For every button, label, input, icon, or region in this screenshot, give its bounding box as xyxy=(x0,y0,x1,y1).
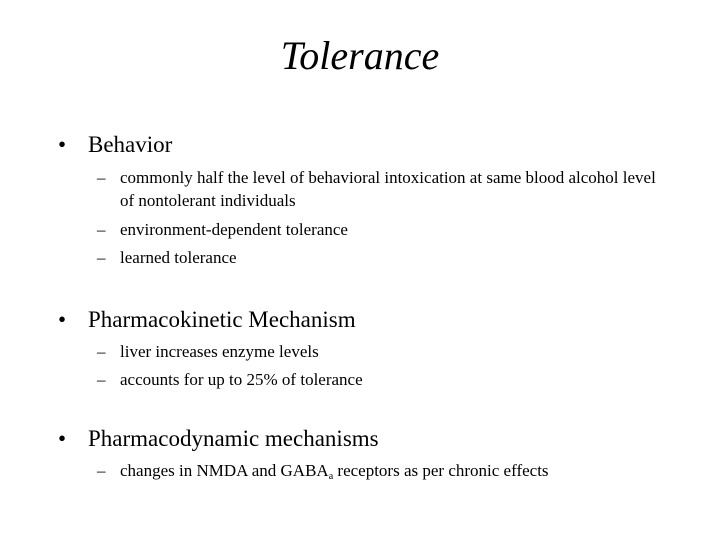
sub-item-text: liver increases enzyme levels xyxy=(120,342,319,361)
sub-item-text: accounts for up to 25% of tolerance xyxy=(120,370,363,389)
dash-icon: – xyxy=(97,342,106,361)
subscript-a: a xyxy=(328,471,334,482)
sub-item xyxy=(97,246,657,269)
dash-icon: – xyxy=(97,461,106,480)
sub-item xyxy=(97,218,657,241)
sub-item xyxy=(97,459,657,482)
bullet-heading: Pharmacodynamic mechanisms xyxy=(88,426,379,451)
sub-item-text: commonly half the level of behavioral intoxication at same blood alcohol level of nontolerant individuals xyxy=(120,168,656,210)
bullet-heading: Behavior xyxy=(88,132,173,157)
dash-icon: – xyxy=(97,220,106,239)
bullet-behavior xyxy=(58,131,172,159)
sub-item-text: environment-dependent tolerance xyxy=(120,220,348,239)
dash-icon: – xyxy=(97,248,106,267)
sub-item xyxy=(97,368,657,391)
bullet-icon: • xyxy=(58,307,67,332)
text-before: changes in NMDA and GABA xyxy=(120,461,329,480)
sub-item xyxy=(97,166,657,212)
dash-icon: – xyxy=(97,168,106,187)
sub-item-text: learned tolerance xyxy=(120,248,237,267)
bullet-heading: Pharmacokinetic Mechanism xyxy=(88,307,356,332)
slide-title: Tolerance xyxy=(280,33,440,78)
bullet-icon: • xyxy=(58,426,67,451)
sub-item-text xyxy=(120,459,657,482)
bullet-pharmacodynamic xyxy=(58,425,379,453)
text-after: receptors as per chronic effects xyxy=(333,461,549,480)
sub-item xyxy=(97,340,657,363)
bullet-icon: • xyxy=(58,132,67,157)
dash-icon: – xyxy=(97,370,106,389)
bullet-pharmacokinetic xyxy=(58,306,356,334)
